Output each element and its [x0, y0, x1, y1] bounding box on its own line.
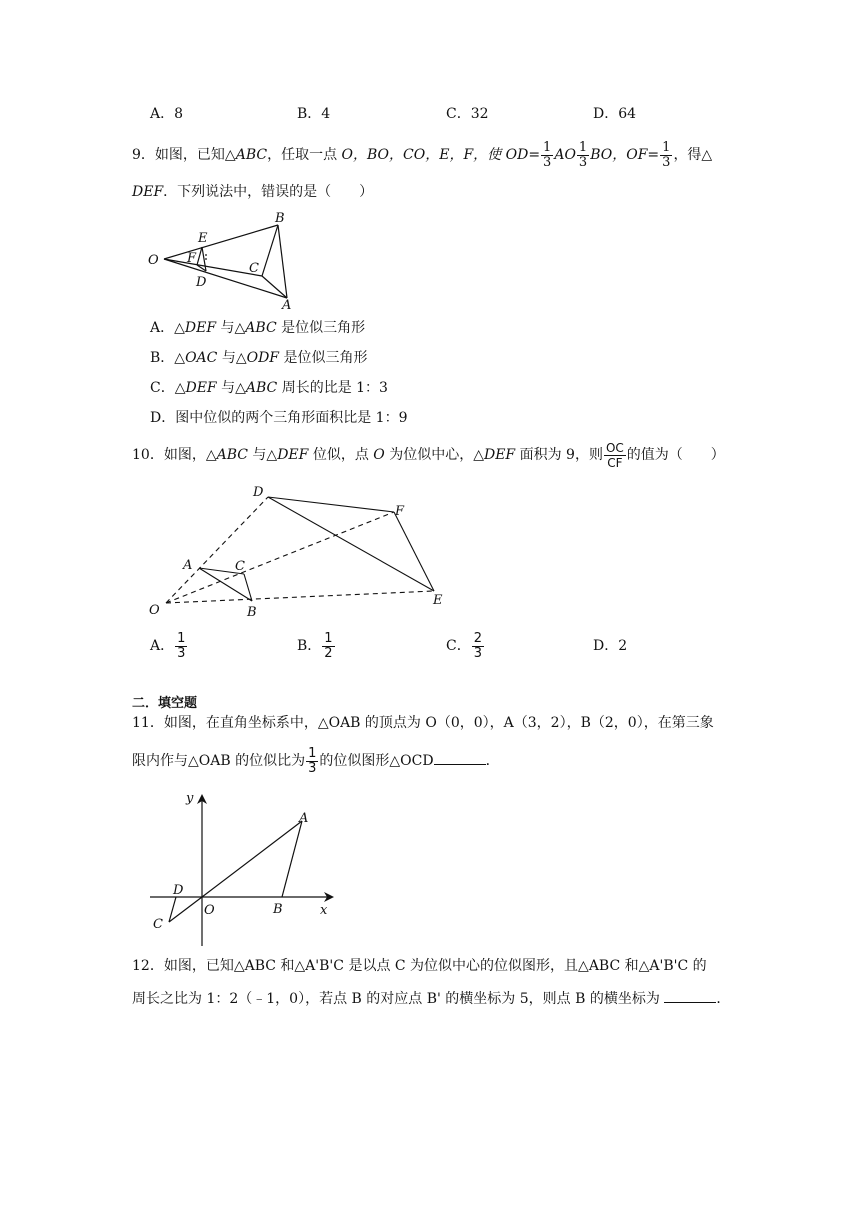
q11-frac-den: 3: [308, 760, 317, 776]
q10-text: 为位似中心，△: [384, 447, 484, 463]
q12-stem-line1: [132, 956, 707, 976]
q9-label-c: C: [249, 261, 259, 276]
q9-option-b: [150, 348, 367, 368]
q9-option-a: [150, 318, 365, 338]
q9-frac-num: 1: [543, 139, 552, 155]
q9-frac-num: 1: [662, 139, 671, 155]
q9-label-b: B: [275, 211, 285, 226]
q9-opt-text: 是位似三角形: [279, 350, 368, 366]
q9-opt-text: DEF: [185, 380, 217, 396]
q9-opt-text: 图中位似的两个三角形面积比是 1：9: [175, 410, 408, 426]
q9-frac-num: 1: [578, 139, 588, 155]
q11-number: 11．: [132, 715, 164, 731]
q11-fraction: [306, 747, 318, 776]
q9-fraction-1: [541, 141, 553, 170]
q11-text: 限内作与△OAB 的位似比为: [132, 753, 306, 769]
q9-text: AO: [554, 147, 576, 163]
q10-opt-num: 2: [473, 630, 482, 646]
q10-figure: [140, 482, 460, 622]
q10-label-f: F: [395, 504, 405, 519]
q9-opt-text: 周长的比是 1：3: [277, 380, 388, 396]
q9-label-e: E: [198, 231, 208, 246]
q10-frac-den: CF: [607, 455, 623, 470]
q9-label-f: F: [187, 251, 197, 266]
section-heading-fill-blank: 二．填空题: [132, 696, 198, 711]
q12-text: ．: [716, 991, 731, 1007]
q11-label-d: D: [173, 883, 184, 898]
q10-text: O: [373, 447, 385, 463]
q11-label-x: x: [320, 903, 328, 918]
q10-opt-den: 2: [324, 645, 333, 661]
q12-text: 如图，已知△ABC 和△A'B'C 是以点 C 为位似中心的位似图形，且△ABC 和△A'B'C 的: [163, 958, 707, 974]
q10-text: 如图，△: [163, 447, 217, 463]
q10-text: 面积为 9，则: [515, 447, 603, 463]
q11-label-b: B: [273, 902, 283, 917]
q9-label-d: D: [196, 275, 207, 290]
q9-text: ，得△: [673, 147, 713, 163]
q10-option-d: [593, 626, 627, 666]
q12-number: 12．: [132, 958, 164, 974]
q9-text: ，任取一点: [267, 147, 338, 163]
q9-opt-text: C．△: [150, 380, 186, 396]
q11-text: 如图，在直角坐标系中，△OAB 的顶点为 O（0，0），A（3，2），B（2，0），在第三象: [163, 715, 714, 731]
q8-option-d: D．64: [593, 106, 637, 122]
q9-opt-text: 与△: [216, 380, 246, 396]
q8-option-b: B．4: [297, 106, 331, 122]
q11-answer-blank[interactable]: [434, 750, 486, 765]
q9-text: O，BO，CO，E，F，使 OD: [337, 147, 529, 163]
q11-text: ．: [485, 753, 500, 769]
q9-text: BO，OF: [590, 147, 648, 163]
q10-label-o: O: [149, 603, 160, 618]
q12-stem-line2: [132, 988, 730, 1009]
q10-opt-num: 1: [324, 630, 333, 646]
q9-opt-text: ODF: [246, 350, 280, 366]
q8-option-a: A．8: [150, 106, 184, 122]
q10-opt-label: C．: [446, 638, 471, 654]
q10-text: DEF: [483, 447, 516, 463]
q11-stem-line2: [132, 744, 500, 778]
q10-label-d: D: [253, 485, 264, 500]
q9-opt-text: 是位似三角形: [276, 320, 366, 336]
q10-text: 与△: [247, 447, 278, 463]
q10-label-c: C: [235, 559, 245, 574]
q9-option-d: [150, 408, 408, 428]
q9-number: 9．: [132, 147, 155, 163]
q10-option-c: [446, 626, 485, 666]
q9-text: DEF: [132, 184, 164, 200]
q9-stem-line1: [132, 140, 712, 170]
q11-figure: [146, 788, 346, 948]
q11-frac-num: 1: [308, 745, 317, 761]
q9-option-c: [150, 378, 388, 398]
q9-opt-text: ABC: [245, 320, 277, 336]
q10-label-a: A: [183, 558, 193, 573]
q11-label-a: A: [299, 811, 309, 826]
q11-label-c: C: [153, 917, 163, 932]
q10-stem: [132, 440, 725, 470]
q10-text: 的值为（ ）: [626, 447, 725, 463]
q11-stem-line1: [132, 713, 714, 733]
q10-option-b: [297, 626, 336, 666]
q10-opt-den: 3: [177, 645, 186, 661]
q9-opt-text: ABC: [245, 380, 278, 396]
q9-text: =: [528, 147, 541, 163]
q9-figure: [140, 208, 300, 313]
q9-opt-text: B．△: [150, 350, 186, 366]
q9-opt-text: 与△: [216, 320, 246, 336]
q10-number: 10．: [132, 447, 164, 463]
q10-option-a: [150, 626, 188, 666]
q9-opt-text: D．: [150, 410, 176, 426]
q9-label-o: O: [148, 253, 159, 268]
q10-text: 位似，点: [308, 447, 374, 463]
q9-opt-text: A．△: [150, 320, 185, 336]
q10-label-b: B: [247, 605, 257, 620]
q10-opt-label: A．: [150, 638, 175, 654]
q9-text: ABC: [235, 147, 268, 163]
q9-text: 如图，已知△: [154, 147, 236, 163]
q10-fraction: [604, 441, 626, 470]
q9-fraction-3: [660, 141, 672, 170]
q11-label-y: y: [186, 791, 194, 806]
q9-frac-den: 3: [578, 154, 588, 170]
q12-text: 周长之比为 1：2（﹣1，0），若点 B 的对应点 B' 的横坐标为 5，则点 B 的横坐标为: [132, 991, 665, 1007]
q9-label-a: A: [282, 298, 292, 313]
q10-label-e: E: [433, 593, 443, 608]
q11-label-o: O: [204, 903, 215, 918]
q10-text: ABC: [216, 447, 248, 463]
q10-opt-frac: [472, 632, 484, 661]
q10-opt-frac: [175, 632, 187, 661]
q10-opt-den: 3: [473, 645, 482, 661]
q9-frac-den: 3: [543, 154, 552, 170]
q8-option-c: C．32: [446, 106, 489, 122]
q10-opt-frac: [322, 632, 334, 661]
q9-fraction-2: [577, 141, 589, 170]
q10-opt-label: D．2: [593, 638, 628, 654]
q9-opt-text: 与△: [217, 350, 247, 366]
q10-opt-num: 1: [177, 630, 186, 646]
q9-opt-text: OAC: [185, 350, 218, 366]
q9-stem-line2: [132, 182, 373, 202]
q10-frac-num: OC: [605, 440, 624, 455]
q10-opt-label: B．: [297, 638, 322, 654]
q9-opt-text: DEF: [184, 320, 217, 336]
q9-text: ．下列说法中，错误的是（ ）: [163, 184, 374, 200]
q11-text: 的位似图形△OCD: [319, 753, 434, 769]
q9-text: =: [647, 147, 660, 163]
q9-frac-den: 3: [662, 154, 671, 170]
q12-answer-blank[interactable]: [664, 988, 716, 1003]
q10-text: DEF: [277, 447, 309, 463]
